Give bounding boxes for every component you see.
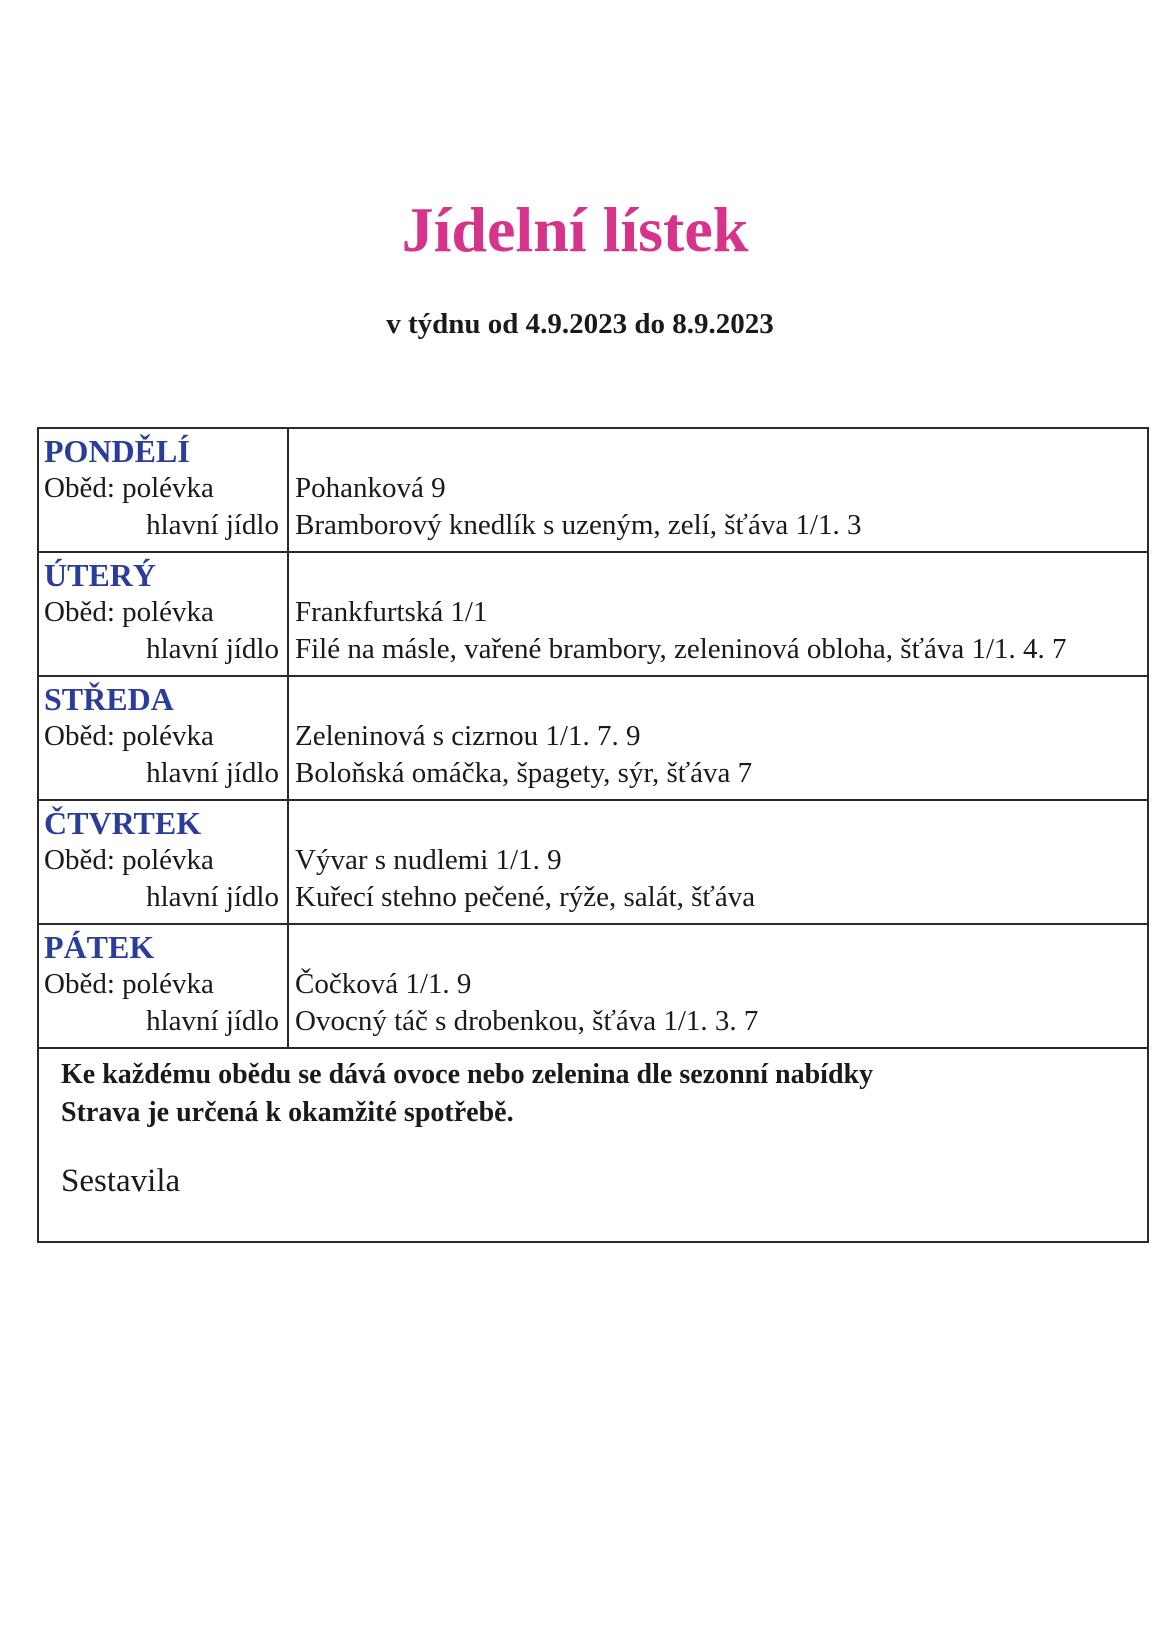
main-dish-item: Filé na másle, vařené brambory, zeleninová obloha, šťáva 1/1. 4. 7: [295, 633, 1067, 665]
soup-label: Oběd: polévka: [44, 968, 214, 1000]
footer-notes: [39, 1049, 1147, 1243]
soup-item: Čočková 1/1. 9: [295, 968, 472, 1000]
day-name: STŘEDA: [44, 681, 174, 717]
week-range: v týdnu od 4.9.2023 do 8.9.2023: [386, 308, 774, 340]
main-dish-item: Ovocný táč s drobenkou, šťáva 1/1. 3. 7: [295, 1005, 759, 1037]
soup-item: Vývar s nudlemi 1/1. 9: [295, 844, 562, 876]
day-row-friday: [39, 925, 1147, 1049]
main-dish-label: hlavní jídlo: [146, 509, 279, 541]
day-menu-cell: [289, 429, 1147, 551]
day-name: PÁTEK: [44, 929, 155, 965]
day-row-monday: [39, 429, 1147, 553]
main-dish-label: hlavní jídlo: [146, 1005, 279, 1037]
consumption-note: Strava je určená k okamžité spotřebě.: [61, 1097, 514, 1128]
day-menu-cell: [289, 925, 1147, 1047]
compiled-by: Sestavila: [61, 1163, 181, 1199]
soup-label: Oběd: polévka: [44, 472, 214, 504]
soup-item: Pohanková 9: [295, 472, 446, 504]
day-row-tuesday: [39, 553, 1147, 677]
main-dish-label: hlavní jídlo: [146, 757, 279, 789]
fruit-note: Ke každému obědu se dává ovoce nebo zelenina dle sezonní nabídky: [61, 1059, 874, 1090]
day-label-cell: [39, 801, 289, 923]
day-name: ČTVRTEK: [44, 805, 202, 841]
soup-item: Frankfurtská 1/1: [295, 596, 488, 628]
soup-label: Oběd: polévka: [44, 844, 214, 876]
day-label-cell: [39, 677, 289, 799]
page-title: Jídelní lístek: [401, 194, 749, 265]
day-label-cell: [39, 429, 289, 551]
day-label-cell: [39, 553, 289, 675]
main-dish-label: hlavní jídlo: [146, 881, 279, 913]
day-row-wednesday: [39, 677, 1147, 801]
menu-table: [37, 427, 1149, 1243]
soup-item: Zeleninová s cizrnou 1/1. 7. 9: [295, 720, 641, 752]
day-label-cell: [39, 925, 289, 1047]
soup-label: Oběd: polévka: [44, 596, 214, 628]
day-row-thursday: [39, 801, 1147, 925]
day-name: ÚTERÝ: [44, 557, 157, 593]
day-menu-cell: [289, 801, 1147, 923]
main-dish-item: Boloňská omáčka, špagety, sýr, šťáva 7: [295, 757, 753, 789]
soup-label: Oběd: polévka: [44, 720, 214, 752]
day-menu-cell: [289, 677, 1147, 799]
main-dish-item: Bramborový knedlík s uzeným, zelí, šťáva 1/1. 3: [295, 509, 862, 541]
main-dish-label: hlavní jídlo: [146, 633, 279, 665]
main-dish-item: Kuřecí stehno pečené, rýže, salát, šťáva: [295, 881, 756, 913]
day-menu-cell: [289, 553, 1147, 675]
day-name: PONDĚLÍ: [44, 433, 190, 469]
